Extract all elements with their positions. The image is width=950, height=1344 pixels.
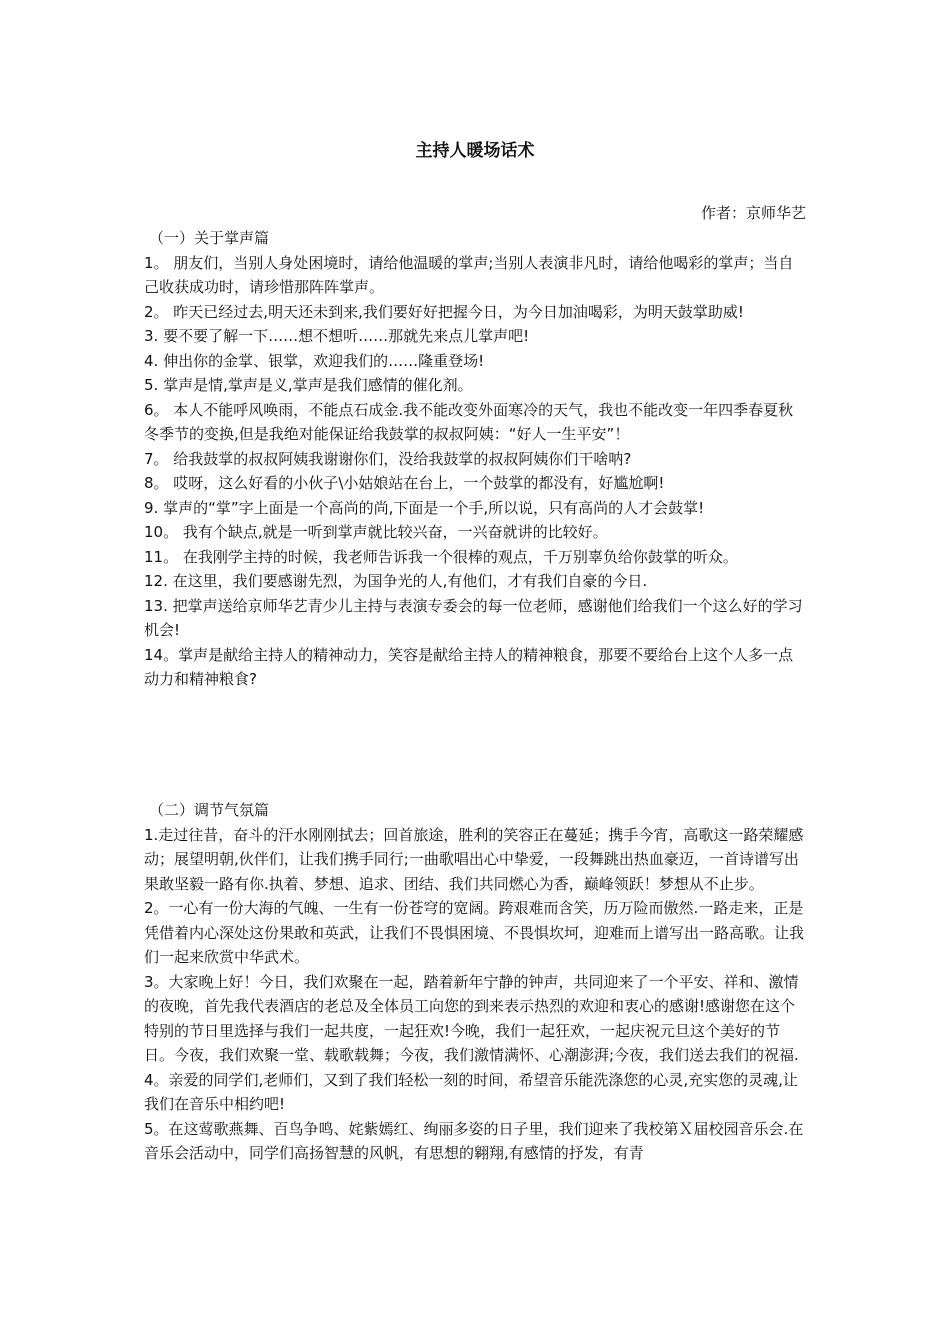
- list-item: 3. 要不要了解一下……想不想听……那就先来点儿掌声吧!: [144, 327, 530, 345]
- list-item: 13. 把掌声送给京师华艺青少儿主持与表演专委会的每一位老师，感谢他们给我们一个这么好的学习机会!: [144, 596, 803, 639]
- list-item: 4. 伸出你的金掌、银掌，欢迎我们的……隆重登场!: [144, 351, 485, 370]
- list-item: 4。亲爱的同学们,老师们，又到了我们轻松一刻的时间，希望音乐能洗涤您的心灵,充实您的灵魂,让我们在音乐中相约吧!: [144, 1070, 798, 1113]
- list-item: 6。 本人不能呼风唤雨，不能点石成金.我不能改变外面寒冷的天气，我也不能改变一年四季春夏秋冬季节的变换,但是我绝对能保证给我鼓掌的叔叔阿姨：“好人一生平安”！: [144, 400, 794, 443]
- author-line: 作者：京师华艺: [700, 204, 806, 222]
- list-item: 9. 掌声的“掌”字上面是一个高尚的尚,下面是一个手,所以说，只有高尚的人才会鼓掌!: [144, 498, 705, 517]
- list-item: 14。掌声是献给主持人的精神动力，笑容是献给主持人的精神粮食，那要不要给台上这个人多一点动力和精神粮食?: [144, 645, 794, 688]
- section-applause: [144, 226, 808, 692]
- document-title: 主持人暖场话术: [415, 141, 535, 161]
- list-item: 2。一心有一份大海的气魄、一生有一份苍穹的宽阔。跨艰难而含笑，历万险而傲然.一路走来，正是凭借着内心深处这份果敢和英武，让我们不畏惧困境、不畏惧坎坷，迎难而上谱写出一路高歌。让我们一起来欣赏中华武术。: [144, 899, 805, 966]
- list-item: 2。 昨天已经过去,明天还未到来,我们要好好把握今日，为今日加油喝彩，为明天鼓掌助威!: [144, 302, 744, 321]
- section-heading: （一）关于掌声篇: [149, 229, 270, 247]
- list-item: 7。 给我鼓掌的叔叔阿姨我谢谢你们，没给我鼓掌的叔叔阿姨你们干啥呐?: [144, 449, 632, 468]
- list-item: 10。 我有个缺点,就是一听到掌声就比较兴奋，一兴奋就讲的比较好。: [144, 523, 608, 541]
- section-atmosphere: [144, 798, 808, 1166]
- list-item: 11。 在我刚学主持的时候，我老师告诉我一个很棒的观点，千万别辜负给你鼓掌的听众。: [144, 547, 738, 566]
- list-item: 1.走过往昔，奋斗的汗水刚刚拭去；回首旅途，胜利的笑容正在蔓延；携手今宵，高歌这一路荣耀感动；展望明朝,伙伴们，让我们携手同行;一曲歌唱出心中挚爱，一段舞跳出热血豪迈，一首诗谱写出果敢坚毅一路有你.执着、梦想、追求、团结、我们共同燃心为香，巅峰领跃！梦想从不止步。: [144, 825, 804, 893]
- list-item: 5。在这莺歌燕舞、百鸟争鸣、姹紫嫣红、绚丽多姿的日子里，我们迎来了我校第Ｘ届校园音乐会.在音乐会活动中，同学们高扬智慧的风帆，有思想的翱翔,有感情的抒发，有青: [144, 1119, 804, 1162]
- list-item: 12. 在这里，我们要感谢先烈，为国争光的人,有他们，才有我们自豪的今日.: [144, 572, 648, 590]
- list-item: 1。 朋友们，当别人身处困境时，请给他温暖的掌声;当别人表演非凡时，请给他喝彩的掌声；当自己收获成功时，请珍惜那阵阵掌声。: [144, 253, 794, 296]
- list-item: 3。大家晚上好！今日，我们欢聚在一起，踏着新年宁静的钟声，共同迎来了一个平安、祥和、激情的夜晚，首先我代表酒店的老总及全体员工向您的到来表示热烈的欢迎和衷心的感谢!感谢您在这个特别的节日里选择与我们一起共度，一起狂欢!今晚，我们一起狂欢，一起庆祝元旦这个美好的节日。今夜，我们欢聚一堂、载歌载舞；今夜，我们激情满怀、心潮澎湃;今夜，我们送去我们的祝福.: [144, 972, 799, 1064]
- section-heading: （二）调节气氛篇: [149, 801, 270, 819]
- list-item: 8。 哎呀，这么好看的小伙子\小姑娘站在台上，一个鼓掌的都没有，好尴尬啊!: [144, 474, 665, 492]
- list-item: 5. 掌声是情,掌声是义,掌声是我们感情的催化剂。: [144, 376, 473, 394]
